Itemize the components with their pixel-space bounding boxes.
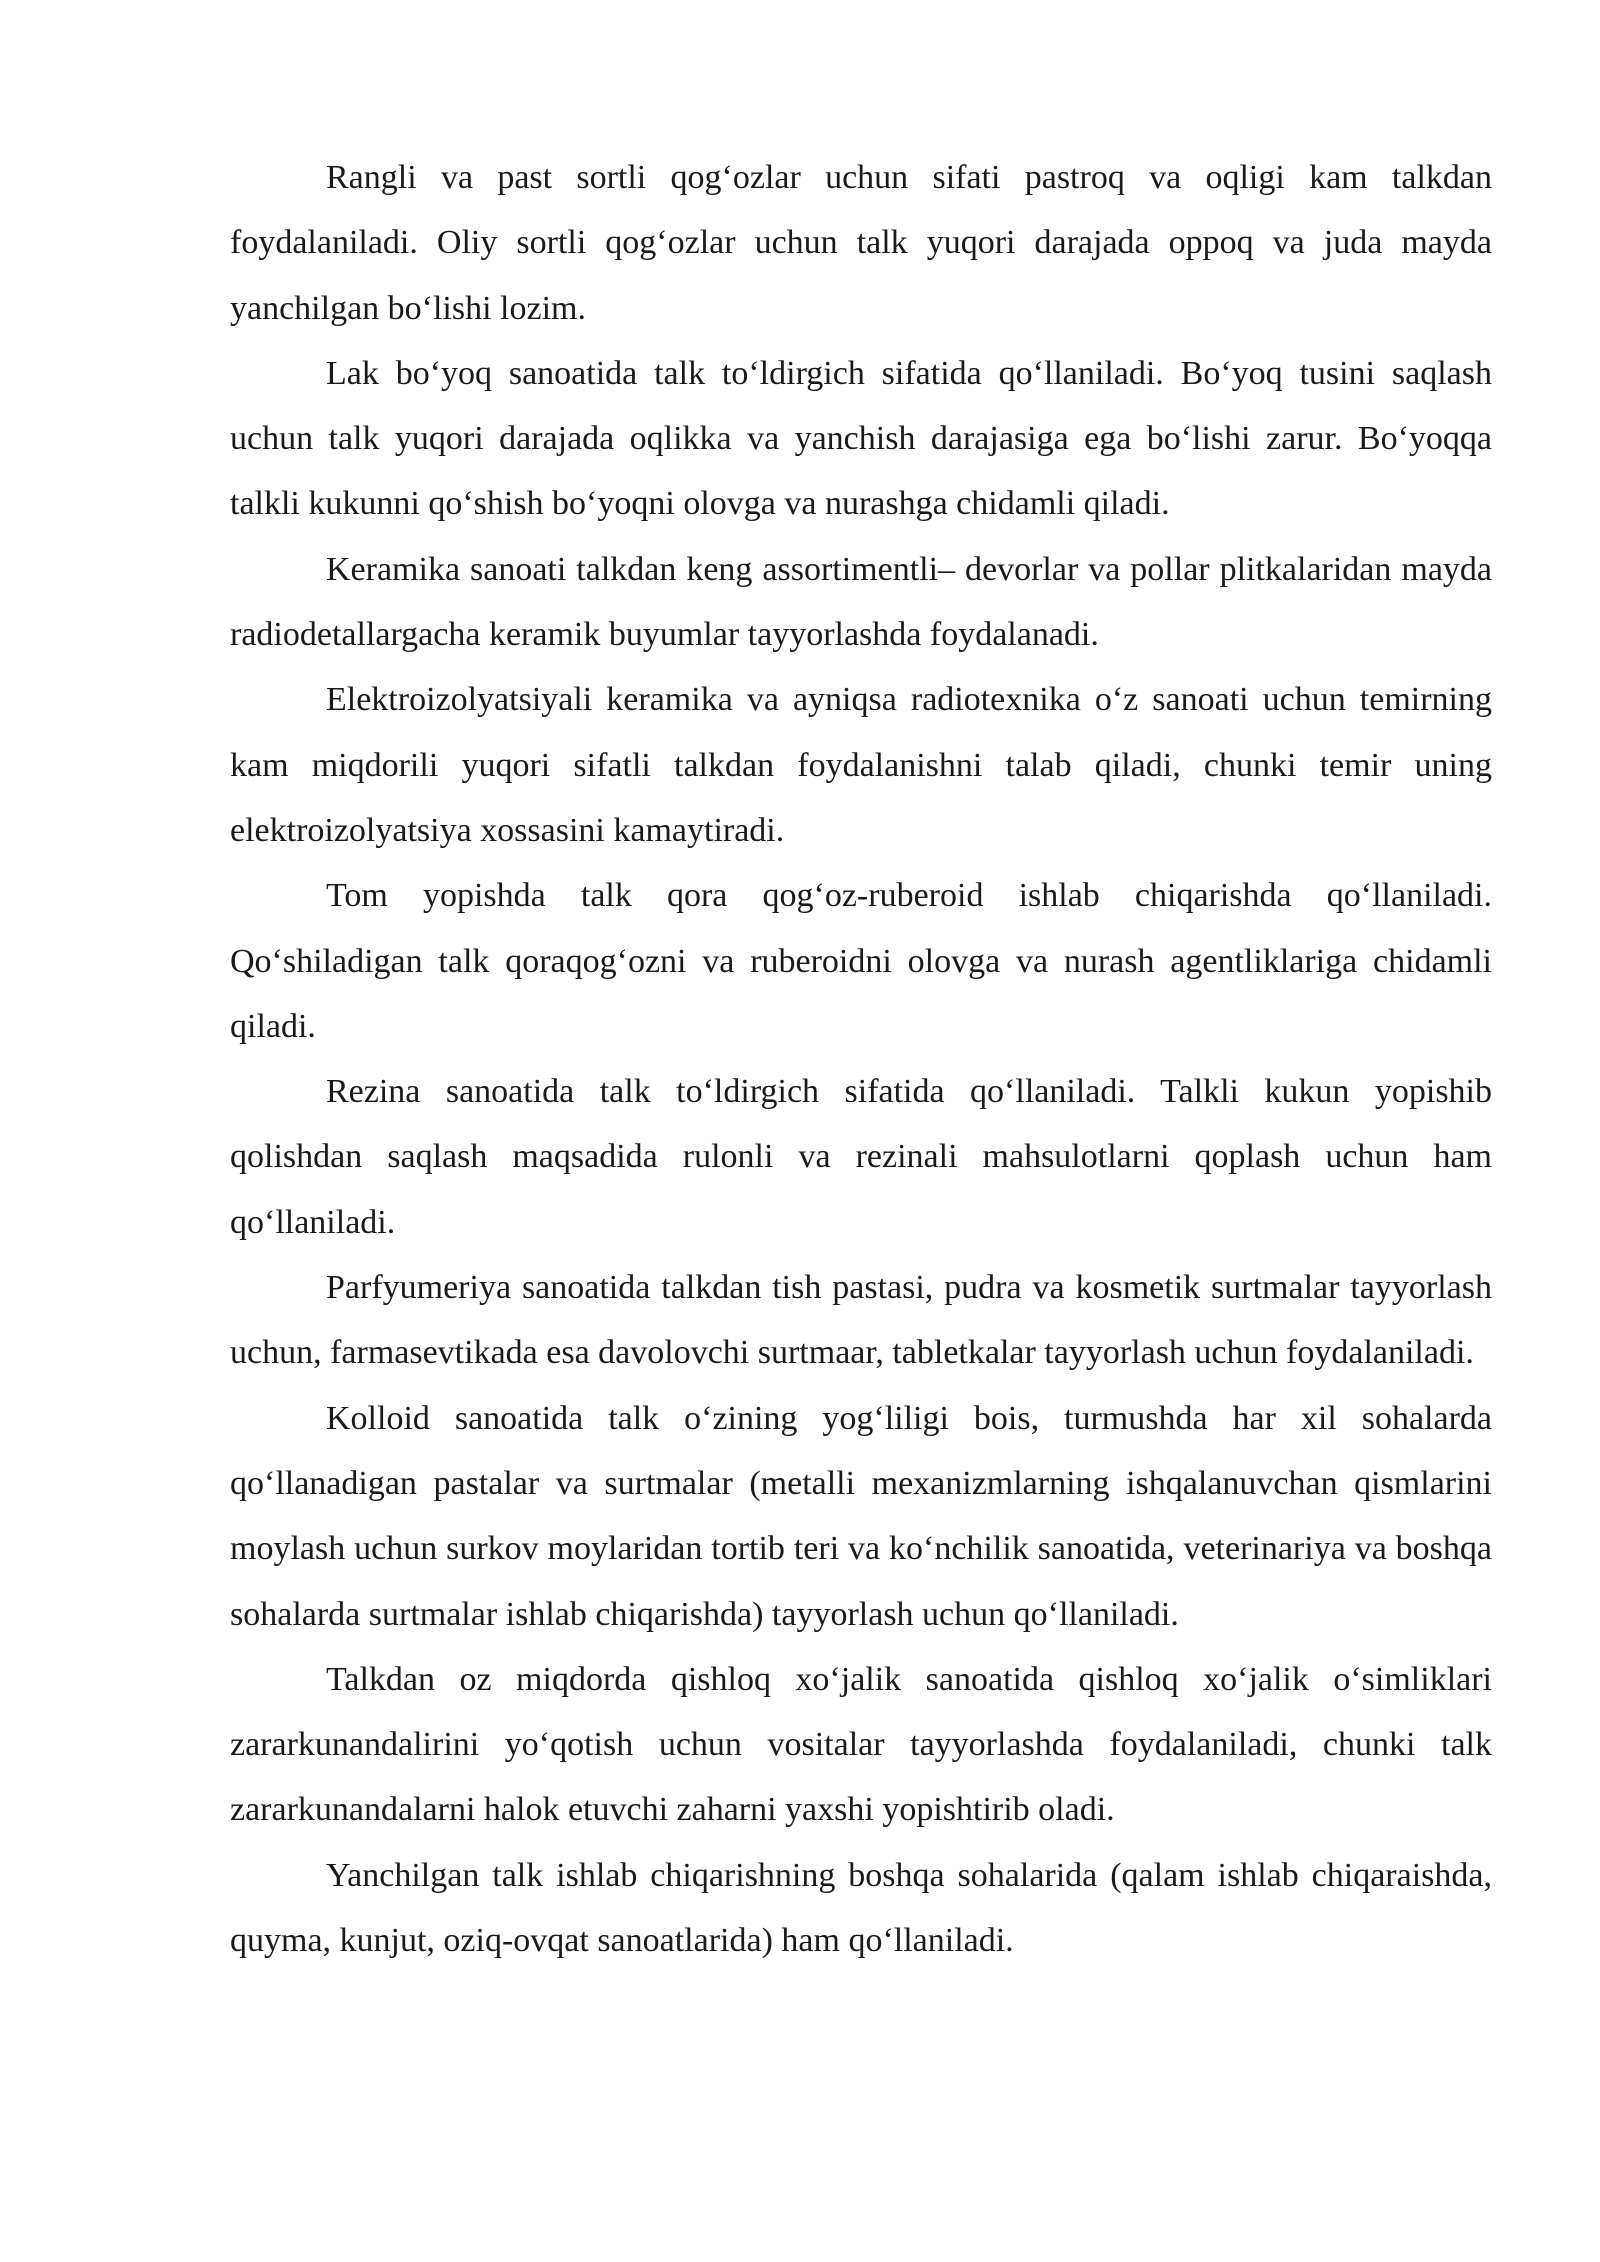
- paragraph-perfumery: Parfyumeriya sanoatida talkdan tish pastasi, pudra va kosmetik surtmalar tayyorlash uchun, farmasevtikada esa davolovchi surtmaar, tabletkalar tayyorlash uchun foydalaniladi.: [230, 1269, 1492, 1372]
- paragraph-roofing: Tom yopishda talk qora qog‘oz-ruberoid ishlab chiqarishda qo‘llaniladi. Qo‘shiladigan talk qoraqog‘ozni va ruberoidni olovga va nurash agentliklariga chidamli qiladi.: [230, 877, 1492, 1045]
- paragraph-agriculture: Talkdan oz miqdorda qishloq xo‘jalik sanoatida qishloq xo‘jalik o‘simliklari zararkunandalirini yo‘qotish uchun vositalar tayyorlashda foydalaniladi, chunki talk zararkunandalarni halok etuvchi zaharni yaxshi yopishtirib oladi.: [230, 1660, 1492, 1829]
- paragraph-paint-industry: Lak bo‘yoq sanoatida talk to‘ldirgich sifatida qo‘llaniladi. Bo‘yoq tusini saqlash uchun talk yuqori darajada oqlikka va yanchish darajasiga ega bo‘lishi zarur. Bo‘yoqqa talkli kukunni qo‘shish bo‘yoqni olovga va nurashga chidamli qiladi.: [230, 354, 1492, 523]
- paragraph-ceramics-industry: Keramika sanoati talkdan keng assortimentli– devorlar va pollar plitkalaridan mayda radiodetallargacha keramik buyumlar tayyorlashda foydalanadi.: [230, 550, 1492, 654]
- paragraph-paper-industry: Rangli va past sortli qog‘ozlar uchun sifati pastroq va oqligi kam talkdan foydalaniladi. Oliy sortli qog‘ozlar uchun talk yuqori darajada oppoq va juda mayda yanchilgan bo‘lishi lozim.: [230, 159, 1492, 327]
- paragraph-other-industries: Yanchilgan talk ishlab chiqarishning boshqa sohalarida (qalam ishlab chiqaraishda, quyma, kunjut, oziq-ovqat sanoatlarida) ham qo‘llaniladi.: [230, 1856, 1492, 1960]
- paragraph-colloid-industry: Kolloid sanoatida talk o‘zining yog‘liligi bois, turmushda har xil sohalarda qo‘llanadigan pastalar va surtmalar (metalli mexanizmlarning ishqalanuvchan qismlarini moylash uchun surkov moylaridan tortib teri va ko‘nchilik sanoatida, veterinariya va boshqa sohalarda surtmalar ishlab chiqarishda) tayyorlash uchun qo‘llaniladi.: [230, 1399, 1492, 1633]
- document-body: [230, 145, 1492, 1973]
- paragraph-electro-insulating-ceramics: Elektroizolyatsiyali keramika va ayniqsa radiotexnika o‘z sanoati uchun temirning kam miqdorili yuqori sifatli talkdan foydalanishni talab qiladi, chunki temir uning elektroizolyatsiya xossasini kamaytiradi.: [230, 681, 1492, 849]
- paragraph-rubber-industry: Rezina sanoatida talk to‘ldirgich sifatida qo‘llaniladi. Talkli kukun yopishib qolishdan saqlash maqsadida rulonli va rezinali mahsulotlarni qoplash uchun ham qo‘llaniladi.: [230, 1073, 1492, 1241]
